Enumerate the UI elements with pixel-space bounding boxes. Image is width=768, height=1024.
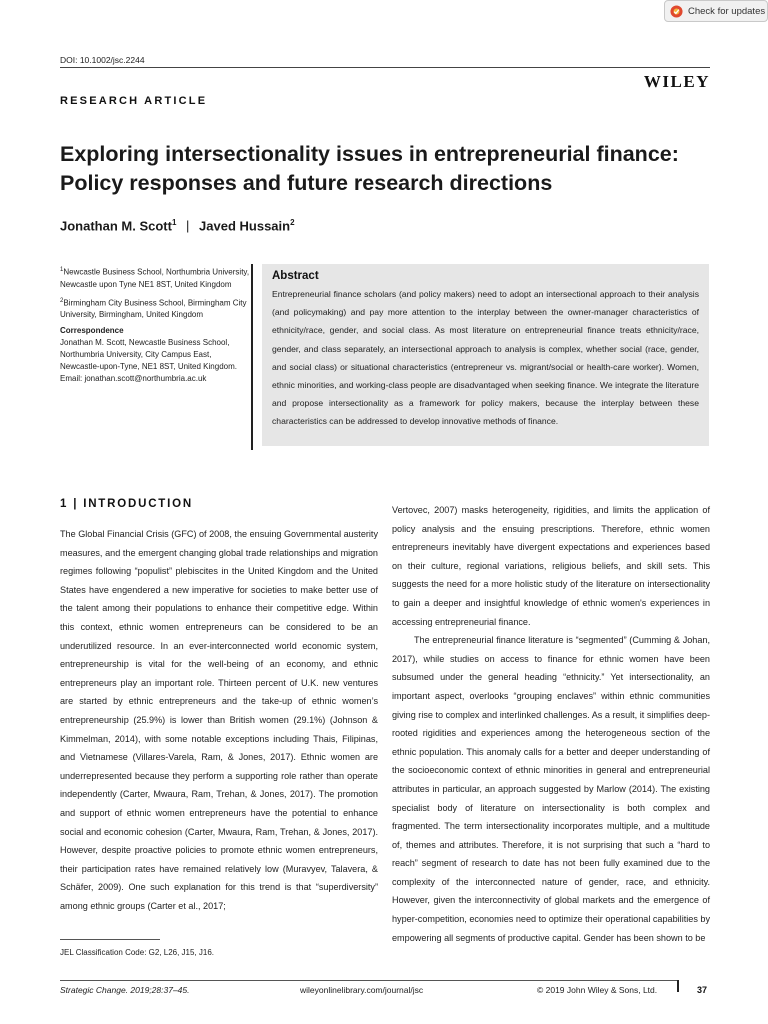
affiliations: [60, 264, 250, 389]
journal-url[interactable]: wileyonlinelibrary.com/journal/jsc: [300, 985, 424, 995]
affiliation: [60, 264, 250, 291]
correspondence-heading: Correspondence: [60, 326, 124, 336]
affiliation-text: Newcastle Business School, Northumbria University, Newcastle upon Tyne NE1 8ST, United Kingdom: [60, 267, 250, 289]
column-divider: [251, 264, 253, 450]
doi: DOI: 10.1002/jsc.2244: [60, 55, 145, 65]
page-number: 37: [697, 985, 708, 995]
journal-citation: Strategic Change. 2019;28:37–45.: [60, 985, 190, 995]
header-rule: [60, 67, 710, 68]
affiliation-mark: 1: [60, 267, 64, 273]
author-separator: |: [186, 218, 190, 234]
affiliation-text: Birmingham City Business School, Birmingham City University, Birmingham, United Kingdom: [60, 298, 247, 320]
article-title: Exploring intersectionality issues in entrepreneurial finance: Policy responses and future research directions: [60, 142, 679, 195]
body-column-right: [392, 501, 710, 947]
footer-rule: [60, 980, 678, 981]
affiliation-mark: 2: [60, 297, 64, 304]
body-paragraph: Vertovec, 2007) masks heterogeneity, rigidities, and limits the application of policy analysis and the ensuing prescriptions. Therefore, ethnic women entrepreneurs inevitably have divergent expectations and experiences based on their culture, regional variations, religious beliefs, and skill sets. This suggests the need for a more holistic study of the literature on intersectionality to gain a deeper and insightful knowledge of ethnic women's experiences in accessing entrepreneurial finance.: [392, 505, 710, 627]
abstract-text: Entrepreneurial finance scholars (and policy makers) need to adopt an intersectional approach to their analysis (and policymaking) and pay more attention to the interplay between the owner-manager characteristics of ethnicity/race, gender, and social class. As most literature on entrepreneurial finance treats ethnicity/race, gender, and class separately, an intersectional approach to analysis is complex, whether social (race, gender, and social class) or situational characteristics (entrepreneur vs. migrant/social or health-care worker). Women, ethnic minorities, and working-class people are disadvantaged when seeking finance. We integrate the literature and propose intersectionality as a framework for policy makers, because the interplay between these characteristics can be addressed to develop innovative methods of finance.: [272, 289, 699, 427]
correspondence-address: Jonathan M. Scott, Newcastle Business School, Northumbria University, City Campus East, Newcastle-upon-Tyne, NE1 8ST, United Kingdom.: [60, 338, 237, 372]
footnote-rule: [60, 939, 160, 940]
abstract-box: [262, 264, 709, 446]
check-for-updates-label: Check for updates: [688, 5, 766, 17]
correspondence-email[interactable]: Email: jonathan.scott@northumbria.ac.uk: [60, 374, 207, 384]
publisher-logo: WILEY: [643, 72, 710, 91]
article-type: RESEARCH ARTICLE: [60, 95, 208, 107]
footer-divider: [677, 980, 679, 992]
section-heading: 1 | INTRODUCTION: [60, 498, 193, 510]
abstract-heading: Abstract: [272, 270, 319, 282]
body-paragraph: The entrepreneurial finance literature is “segmented” (Cumming & Johan, 2017), while studies on access to finance for ethnic women have been subsumed under the general heading “ethnicity.” Yet intersectionality, an important aspect, overlooks “grouping enclaves” within ethnic communities giving rise to complex and interlinked challenges. As a result, it simplifies deep-rooted rigidities and experiences among the heterogeneous section of the ethnic population. This anomaly calls for a better and deeper understanding of the socioeconomic context of ethnic minorities in general and entrepreneurial attributes in particular, an approach suggested by Marlow (2014). The existing specialist body of literature on intersectionality is both complex and fragmented. The term intersectionality incorporates multiple, and a multitude of, themes and attributes. Therefore, it is not surprising that such a “hard to reach” segment of research to date has not been fully examined due to the complexity of the interconnected nature of gender, race, and ethnicity. However, given the interconnectivity of global markets and the emergence of hyper-competition, economies need to optimize their operational capabilities by empowering all segments of productive capital. Gender has been shown to be: [392, 635, 710, 943]
copyright: © 2019 John Wiley & Sons, Ltd.: [537, 985, 658, 995]
author-list: [60, 218, 295, 233]
author-affiliation-mark: 1: [171, 218, 177, 227]
check-for-updates-button[interactable]: [664, 0, 768, 22]
affiliation: [60, 295, 250, 322]
body-column-left: [60, 496, 378, 915]
author-name: Jonathan M. Scott: [60, 218, 172, 234]
author-name: Javed Hussain: [199, 218, 291, 234]
author-affiliation-mark: 2: [290, 218, 295, 227]
body-paragraph: The Global Financial Crisis (GFC) of 2008, the ensuing Governmental austerity measures, and the emergent changing global trade relationships and migration regimes following “populist” plebiscites in the United Kingdom and the United States have engendered a new imperative for societies to make better use of the talent among their populations to enhance their competitive edge. Within this context, ethnic women entrepreneurs can be considered to be an underutilized resource. In an ever-interconnected world economic system, entrepreneurship is vital for the well-being of an economy, and ethnic entrepreneurs play an important role. Thirteen percent of U.K. new ventures are started by ethnic entrepreneurs and the take-up of ethnic women’s entrepreneurship (25.9%) is lower than British women (29.1%) (Johnson & Kimmelman, 2014), with some notable exceptions including Thais, Filipinas, and Vietnamese (Villares-Varela, Ram, & Jones, 2017). Ethnic women are underrepresented because they perform a supporting role rather than operate independently (Carter, Mwaura, Ram, Trehan, & Jones, 2017). The promotion and support of ethnic women entrepreneurs have the potential to enhance social and economic cohesion (Carter, Mwaura, Ram, Trehan, & Jones, 2017). However, despite proactive policies to promote ethnic women entrepreneurs, their participation rates have remained relatively low (Muravyev, Talavera, & Schäfer, 2009). One such explanation for this trend is that “superdiversity” among ethnic groups (Carter et al., 2017;: [60, 529, 378, 911]
check-for-updates-icon: [670, 5, 683, 18]
footnote: JEL Classification Code: G2, L26, J15, J16.: [60, 948, 215, 957]
